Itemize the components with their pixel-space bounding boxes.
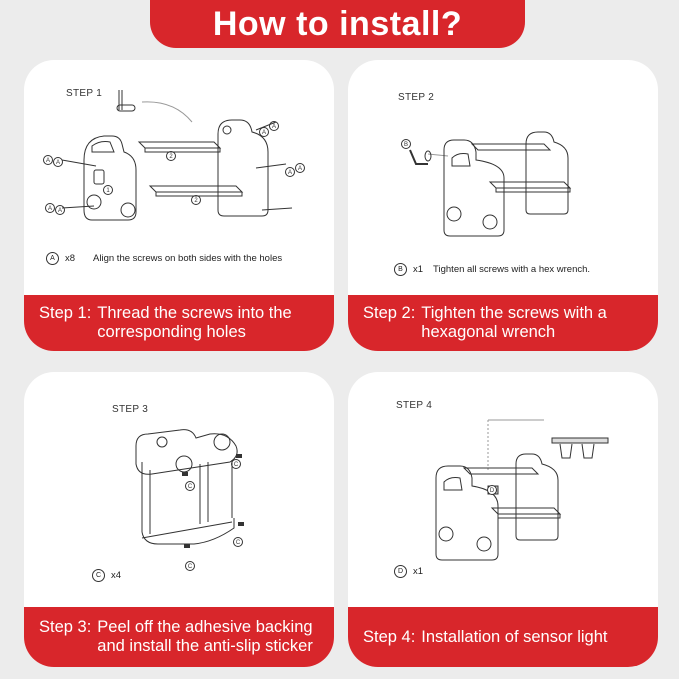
step-4-parts-note	[394, 565, 423, 578]
svg-text:A: A	[297, 166, 303, 172]
step-1-number: Step 1:	[39, 304, 92, 322]
step-3-illustration	[24, 372, 334, 607]
flipped-top-panel	[136, 430, 237, 475]
step-2-part-count: x1	[413, 264, 424, 275]
svg-text:A: A	[47, 206, 53, 212]
screw-detail	[117, 105, 135, 111]
step-3-part-count: x4	[111, 570, 122, 581]
step-3-description: Peel off the adhesive backing and install the anti-slip sticker	[97, 618, 313, 655]
step-2-number: Step 2:	[363, 304, 416, 322]
step-2-card	[348, 60, 658, 351]
part-b-icon: B	[394, 263, 407, 276]
step-2-drawing-label: STEP 2	[398, 92, 435, 103]
part-a-icon: A	[46, 252, 59, 265]
svg-text:C: C	[187, 484, 193, 490]
step-1-banner	[24, 295, 334, 351]
svg-text:B: B	[403, 142, 409, 148]
svg-text:C: C	[187, 564, 193, 570]
bottom-shelf	[150, 186, 242, 192]
svg-text:A: A	[45, 158, 51, 164]
shelf-callout-top: 2	[169, 154, 173, 160]
svg-text:C: C	[235, 540, 241, 546]
step-2-illustration	[348, 60, 658, 295]
svg-text:A: A	[271, 124, 277, 130]
step-1-parts-note	[46, 252, 282, 265]
page-title: How to install?	[212, 4, 463, 43]
sensor-light-icon	[560, 444, 594, 458]
shelf-callout-bottom: 2	[194, 198, 198, 204]
step-2-banner	[348, 295, 658, 351]
step-2-description: Tighten the screws with a hexagonal wrench	[421, 304, 607, 341]
step-3-banner	[24, 607, 334, 667]
step-3-drawing-label: STEP 3	[112, 404, 149, 415]
step-3-parts-note	[92, 569, 121, 582]
part-c-icon: C	[92, 569, 105, 582]
svg-text:A: A	[261, 130, 267, 136]
step-4-drawing-label: STEP 4	[396, 400, 433, 411]
svg-text:A: A	[287, 170, 293, 176]
step-1-drawing-label: STEP 1	[66, 88, 103, 99]
step-1-description: Thread the screws into the corresponding holes	[97, 304, 292, 341]
step-3-card	[24, 372, 334, 667]
step-4-banner	[348, 607, 658, 667]
part-d-icon: D	[394, 565, 407, 578]
step-1-part-note: Align the screws on both sides with the holes	[93, 253, 283, 264]
step-1-card	[24, 60, 334, 351]
top-shelf	[139, 142, 220, 148]
step-1-part-count: x8	[65, 253, 76, 264]
svg-text:C: C	[233, 462, 239, 468]
step-4-description: Installation of sensor light	[421, 627, 608, 646]
svg-text:D: D	[489, 488, 495, 494]
step-4-number: Step 4:	[363, 627, 416, 646]
title-banner	[150, 0, 525, 48]
step-4-card	[348, 372, 658, 667]
svg-text:A: A	[57, 208, 63, 214]
side-callout: 1	[106, 188, 110, 194]
step-2-part-note: Tighten all screws with a hex wrench.	[433, 264, 591, 275]
svg-text:A: A	[55, 160, 61, 166]
step-4-part-count: x1	[413, 566, 424, 577]
stool-car-panel	[444, 140, 504, 236]
step-3-number: Step 3:	[39, 618, 92, 636]
step-2-parts-note	[394, 263, 590, 276]
screw-marker-a-group	[44, 122, 305, 215]
